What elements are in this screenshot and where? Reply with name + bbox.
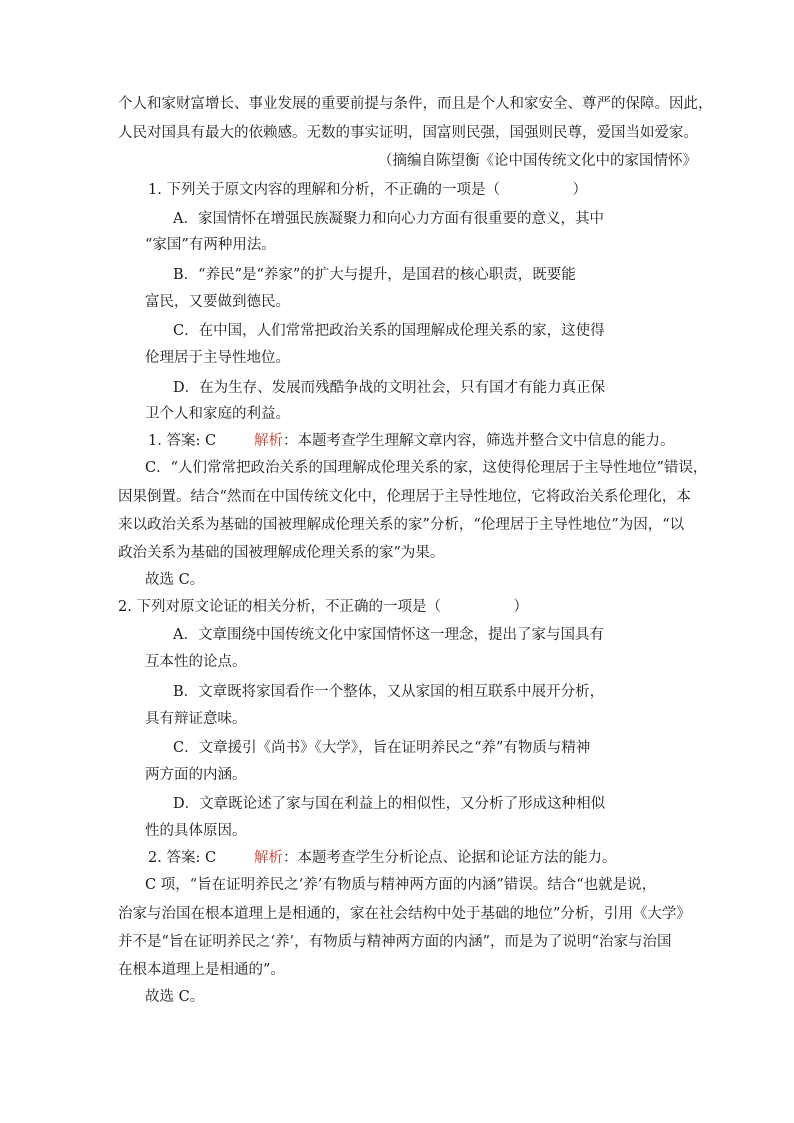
q1-conclusion: 故选 C。 (145, 572, 205, 588)
passage-source: （摘编自陈望衡《论中国传统文化中的家国情怀》 (378, 153, 697, 169)
q2-analysis-text: ：本题考查学生分析论点、论据和论证方法的能力。 (283, 850, 617, 866)
q2-explanation-line: 在根本道理上是相通的”。 (118, 962, 285, 978)
q1-option-a: A．家国情怀在增强民族凝聚力和向心力方面有很重要的意义，其中 (173, 211, 604, 227)
q2-option-c: C．文章援引《尚书》《大学》，旨在证明养民之“养”有物质与精神 (173, 740, 591, 756)
q1-explanation-line: C．“人们常常把政治关系的国理解成伦理关系的家，这使得伦理居于主导性地位”错误， (145, 460, 708, 476)
question-1-stem: 1. 下列关于原文内容的理解和分析，不正确的一项是（ ） (148, 182, 587, 198)
q1-analysis-text: ：本题考查学生理解文章内容，筛选并整合文中信息的能力。 (283, 433, 675, 449)
q1-answer-row (148, 432, 675, 450)
q2-explanation-line: C 项，“旨在证明养民之‘养’有物质与精神两方面的内涵”错误。结合“也就是说， (145, 877, 657, 893)
q2-explanation-line: 治家与治国在根本道理上是相通的，家在社会结构中处于基础的地位”分析，引用《大学》 (118, 906, 691, 922)
q2-option-d: D．文章既论述了家与国在利益上的相似性，又分析了形成这种相似 (173, 796, 606, 812)
passage-line: 人民对国具有最大的依赖感。无数的事实证明，国富则民强，国强则民尊，爱国当如爱家。 (118, 125, 698, 141)
q1-option-b-cont: 富民，又要做到德民。 (145, 294, 290, 310)
q1-option-c: C．在中国，人们常常把政治关系的国理解成伦理关系的家，这使得 (173, 323, 605, 339)
q2-analysis-label: 解析 (254, 850, 284, 866)
q1-analysis-label: 解析 (254, 433, 284, 449)
q2-option-a: A．文章围绕中国传统文化中家国情怀这一理念，提出了家与国具有 (173, 627, 604, 643)
q1-option-b: B．“养民”是“养家”的扩大与提升，是国君的核心职责，既要能 (173, 267, 576, 283)
q2-option-b-cont: 具有辩证意味。 (145, 711, 247, 727)
q1-explanation-line: 因果倒置。结合“然而在中国传统文化中，伦理居于主导性地位，它将政治关系伦理化，本 (118, 489, 691, 505)
q1-answer-label: 1. 答案: C (148, 433, 217, 449)
q2-option-d-cont: 性的具体原因。 (145, 823, 247, 839)
q1-explanation-line: 来以政治关系为基础的国被理解成伦理关系的家”分析，“伦理居于主导性地位”为因，“以 (118, 517, 685, 533)
q2-option-c-cont: 两方面的内涵。 (145, 767, 247, 783)
q2-answer-label: 2. 答案: C (148, 850, 217, 866)
q2-conclusion: 故选 C。 (145, 989, 205, 1005)
q1-option-d: D．在为生存、发展而残酷争战的文明社会，只有国才有能力真正保 (173, 380, 606, 396)
q1-option-d-cont: 卫个人和家庭的利益。 (145, 406, 290, 422)
q2-option-b: B．文章既将家国看作一个整体，又从家国的相互联系中展开分析， (173, 684, 605, 700)
q2-answer-row (148, 849, 617, 867)
q1-option-c-cont: 伦理居于主导性地位。 (145, 350, 290, 366)
passage-line: 个人和家财富增长、事业发展的重要前提与条件，而且是个人和家安全、尊严的保障。因此， (118, 96, 713, 112)
q2-option-a-cont: 互本性的论点。 (145, 654, 247, 670)
q2-explanation-line: 并不是“旨在证明养民之‘养’，有物质与精神两方面的内涵”，而是为了说明“治家与治国 (118, 934, 672, 950)
q1-explanation-line: 政治关系为基础的国被理解成伦理关系的家”为果。 (118, 545, 445, 561)
q1-option-a-cont: “家国”有两种用法。 (145, 237, 276, 253)
question-2-stem: 2. 下列对原文论证的相关分析，不正确的一项是（ ） (118, 599, 528, 615)
